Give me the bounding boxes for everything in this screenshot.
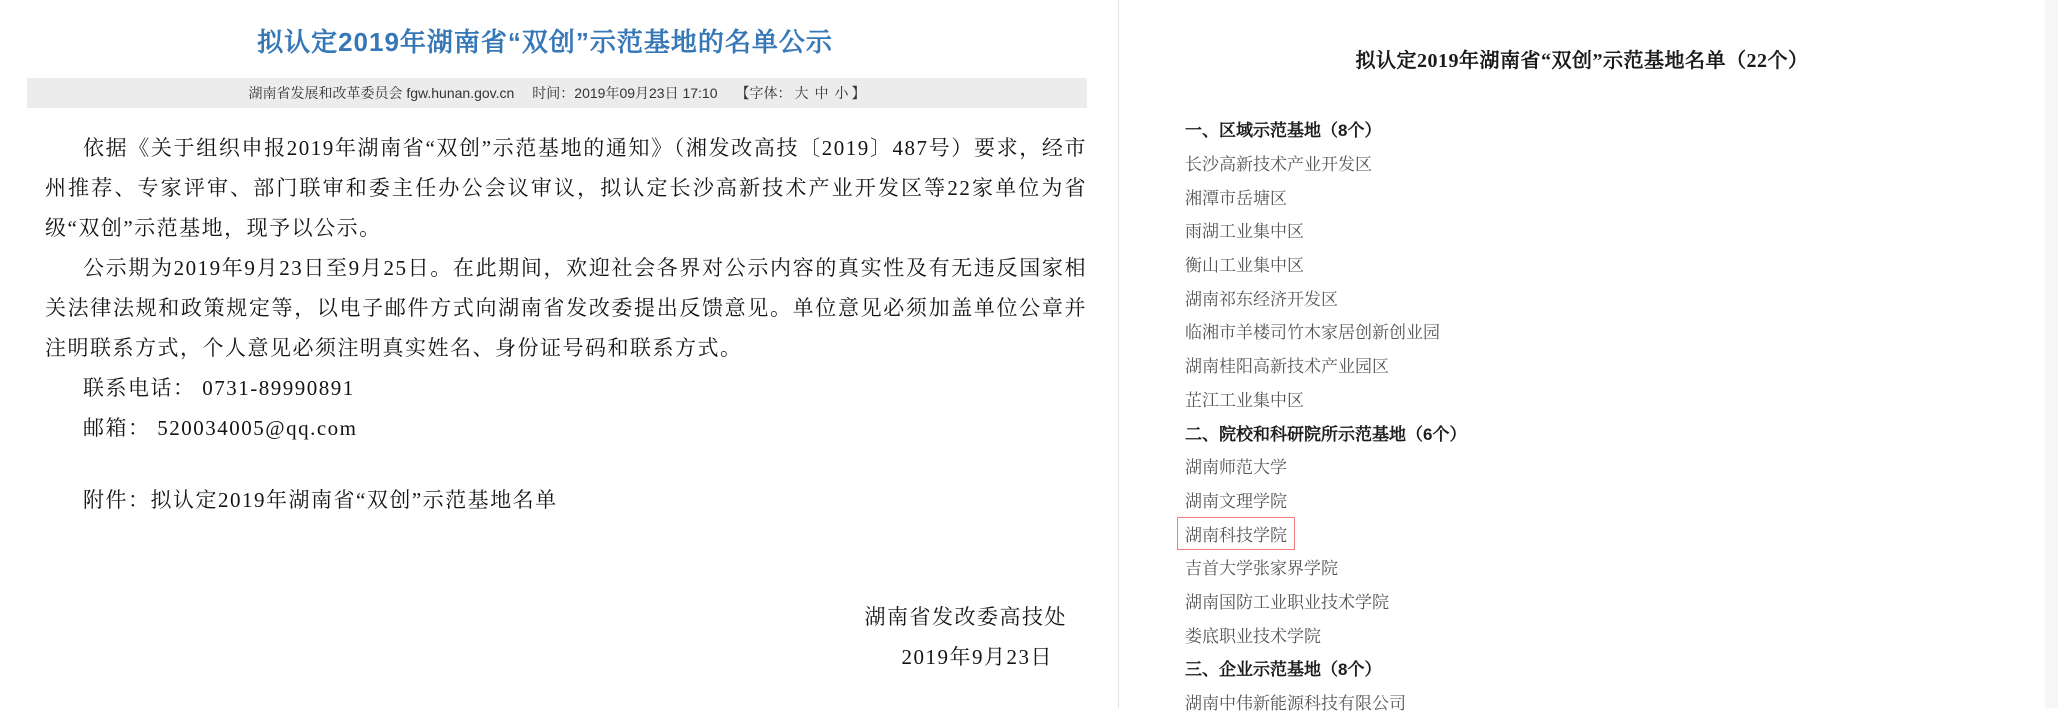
- list-item-row: [1185, 483, 2038, 517]
- list-item: 湖南师范大学: [1185, 458, 1287, 478]
- publish-time: 时间：2019年09月23日 17:10: [532, 85, 718, 101]
- attachment-list-panel: [1119, 0, 2058, 714]
- list-item: 湖南国防工业职业技术学院: [1185, 592, 1389, 612]
- meta-bar: [27, 78, 1087, 108]
- page-title: 拟认定2019年湖南省“双创”示范基地的名单公示: [257, 27, 833, 57]
- list-item-row: [1185, 348, 2038, 382]
- scrollbar-track[interactable]: [2045, 0, 2058, 708]
- attachment-line: 附件：拟认定2019年湖南省“双创”示范基地名单: [83, 488, 558, 512]
- list-item: 吉首大学张家界学院: [1185, 559, 1338, 579]
- list-item-row: [1185, 685, 2038, 718]
- section-heading-row: [1185, 112, 2038, 146]
- list-item-row: [1185, 247, 2038, 281]
- list-item-row: [1185, 213, 2038, 247]
- contact-phone: 联系电话： 0731-89990891: [83, 376, 355, 400]
- font-medium-button[interactable]: 中: [814, 85, 829, 101]
- contact-email: 邮箱： 520034005@qq.com: [83, 416, 358, 440]
- highlighted-list-item: 湖南科技学院: [1177, 517, 1295, 550]
- section-heading: 一、区域示范基地（8个）: [1185, 121, 1382, 141]
- font-large-button[interactable]: 大: [794, 85, 809, 101]
- list-item-row: [1185, 449, 2038, 483]
- section-heading-row: [1185, 415, 2038, 449]
- signature-block: [45, 597, 1087, 677]
- section-heading: 二、院校和科研院所示范基地（6个）: [1185, 424, 1467, 444]
- list-item-row: [1185, 550, 2038, 584]
- list-item: 临湘市羊楼司竹木家居创新创业园: [1185, 323, 1440, 343]
- article-paragraph: 依据《关于组织申报2019年湖南省“双创”示范基地的通知》（湘发改高技〔2019〕487号）要求，经市州推荐、专家评审、部门联审和委主任办公会议审议，拟认定长沙高新技术产业开发区等22家单位为省级“双创”示范基地，现予以公示。: [45, 136, 1087, 240]
- source-text: 湖南省发展和改革委员会 fgw.hunan.gov.cn: [248, 85, 515, 101]
- list-item-row: [1185, 146, 2038, 180]
- list-item-row: [1185, 516, 2038, 550]
- article-paragraph: 公示期为2019年9月23日至9月25日。在此期间，欢迎社会各界对公示内容的真实性及有无违反国家相关法律法规和政策规定等，以电子邮件方式向湖南省发改委提出反馈意见。单位意见必须加盖单位公章并注明联系方式，个人意见必须注明真实姓名、身份证号码和联系方式。: [45, 256, 1087, 360]
- signature-date: 2019年9月23日: [901, 645, 1053, 669]
- list-item: 湖南桂阳高新技术产业园区: [1185, 357, 1389, 377]
- list-item-row: [1185, 179, 2038, 213]
- article-body: [45, 118, 1087, 677]
- list-item: 湖南文理学院: [1185, 491, 1287, 511]
- list-item-row: [1185, 617, 2038, 651]
- list-item-row: [1185, 280, 2038, 314]
- font-size-label: 【字体：: [735, 85, 792, 101]
- list-item-row: [1185, 314, 2038, 348]
- list-item: 湖南中伟新能源科技有限公司: [1185, 694, 1406, 714]
- section-heading: 三、企业示范基地（8个）: [1185, 660, 1382, 680]
- list-item: 衡山工业集中区: [1185, 256, 1304, 276]
- list-item-row: [1185, 382, 2038, 416]
- list-item: 芷江工业集中区: [1185, 390, 1304, 410]
- signature-department: 湖南省发改委高技处: [864, 605, 1067, 629]
- base-list: [1185, 112, 2038, 718]
- list-item-row: [1185, 584, 2038, 618]
- font-size-label-close: 】: [851, 85, 866, 101]
- attachment-title: 拟认定2019年湖南省“双创”示范基地名单（22个）: [1355, 50, 1809, 72]
- list-item: 雨湖工业集中区: [1185, 222, 1304, 242]
- list-item: 湖南祁东经济开发区: [1185, 289, 1338, 309]
- list-item: 娄底职业技术学院: [1185, 626, 1321, 646]
- list-item: 长沙高新技术产业开发区: [1185, 155, 1372, 175]
- list-item: 湘潭市岳塘区: [1185, 188, 1287, 208]
- section-heading-row: [1185, 651, 2038, 685]
- font-small-button[interactable]: 小: [834, 85, 849, 101]
